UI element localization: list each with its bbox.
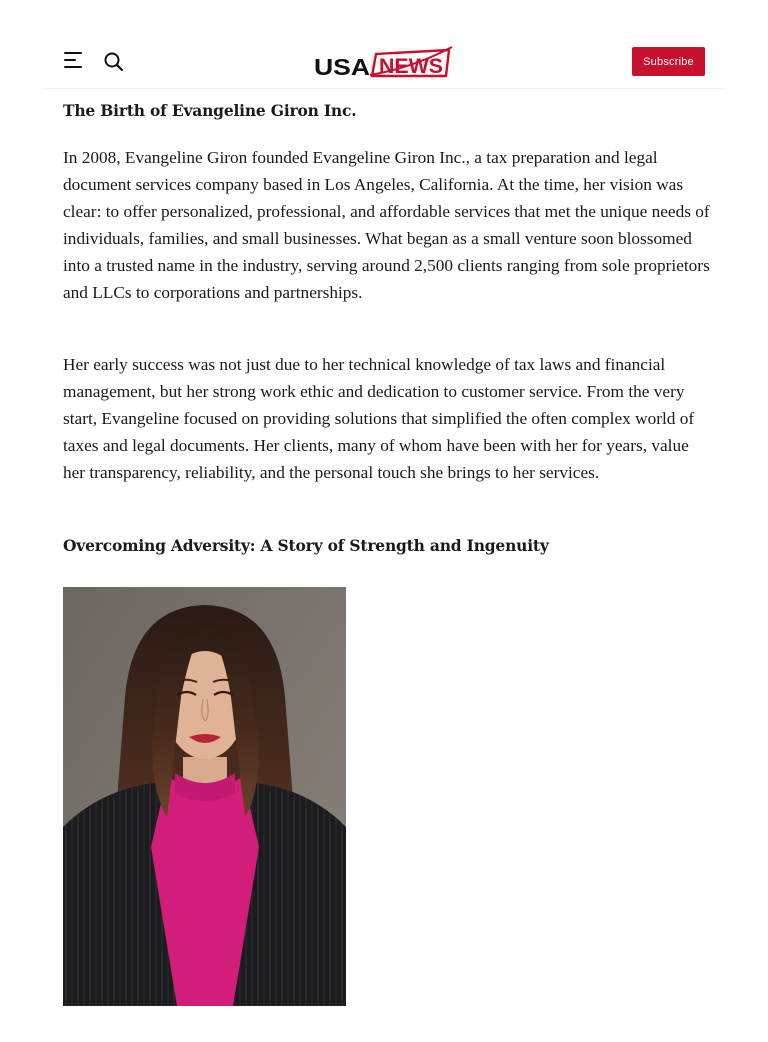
menu-icon[interactable] [64,52,84,70]
logo-usa-text: USA [314,54,370,80]
portrait-image [63,587,346,1006]
logo-news-text: NEWS [379,55,443,78]
section-heading-adversity: Overcoming Adversity: A Story of Strength and Ingenuity [63,536,549,555]
subscribe-button[interactable]: Subscribe [632,47,705,76]
article-paragraph: Her early success was not just due to her technical knowledge of tax laws and financial management, but her strong work ethic and dedication to customer service. From the very start, Evangeline focused on providing solutions that simplified the often complex world of taxes and legal documents. Her clients, many of whom have been with her for years, value her transparency, reliability, and the personal touch she brings to her services. [63,355,695,482]
section-heading-birth: The Birth of Evangeline Giron Inc. [63,101,357,120]
site-header [44,32,724,89]
article-paragraph: In 2008, Evangeline Giron founded Evangeline Giron Inc., a tax preparation and legal document services company based in Los Angeles, California. At the time, her vision was clear: to offer personalized, professional, and affordable services that met the unique needs of individuals, families, and small businesses. What began as a small venture soon blossomed into a trusted name in the industry, serving around 2,500 clients ranging from sole proprietors and LLCs to corporations and partnerships. [63,148,710,302]
search-icon[interactable] [102,50,126,74]
usa-news-logo[interactable] [312,45,460,81]
